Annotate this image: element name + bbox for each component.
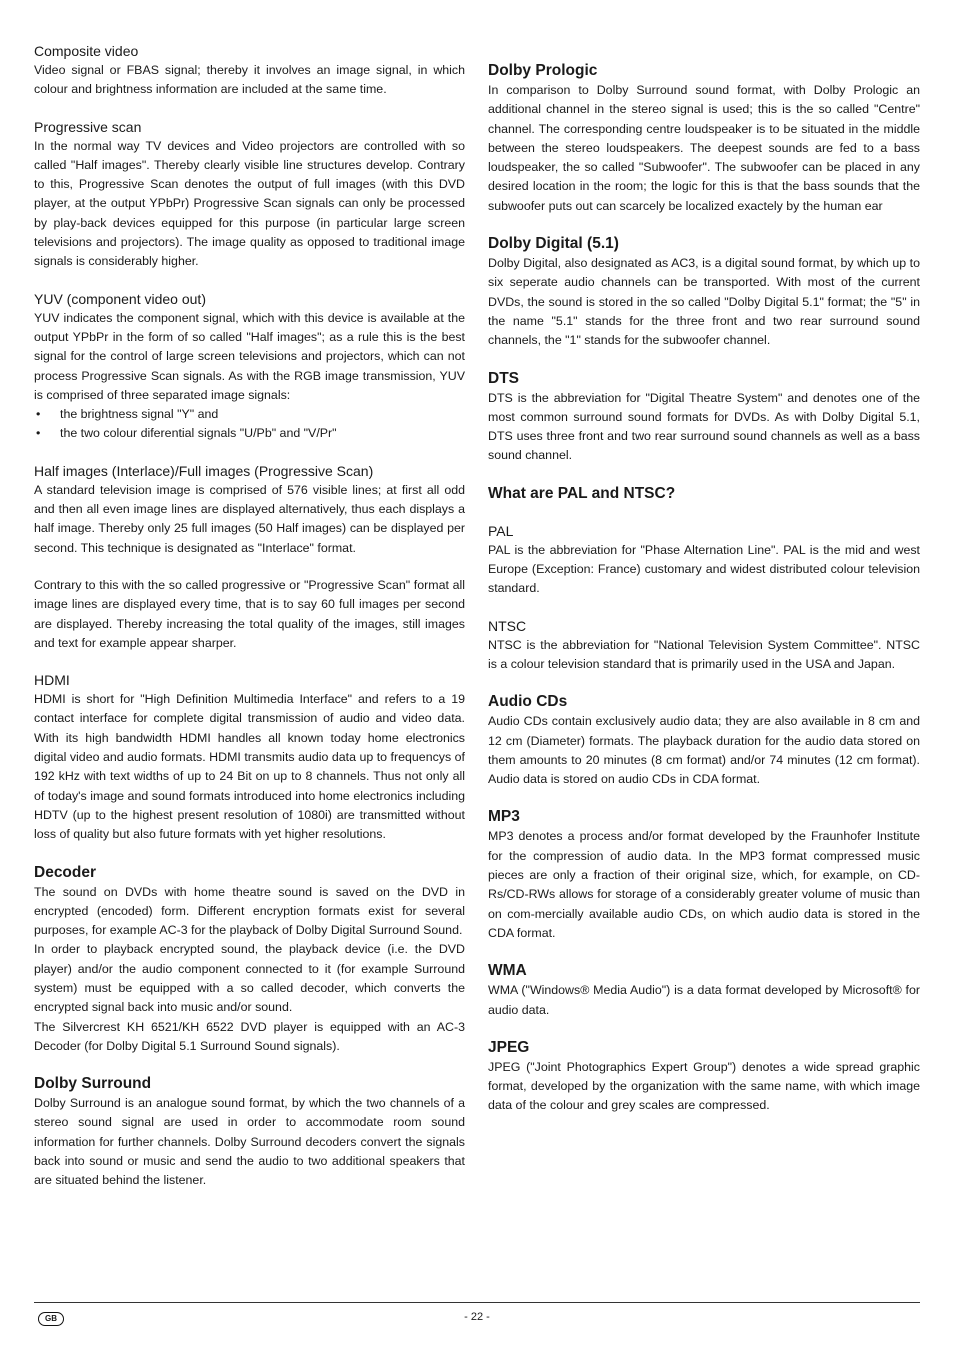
section-ntsc (488, 617, 920, 675)
section-paragraph: NTSC is the abbreviation for "National Television System Committee". NTSC is a colour television standard that is primarily used in the USA and Japan. (488, 637, 920, 671)
section-dolby-surround (34, 1074, 465, 1190)
section-heading: NTSC (488, 617, 527, 634)
section-paragraph: Video signal or FBAS signal; thereby it involves an image signal, in which colour and brightness information are included at the same time. (34, 63, 465, 97)
bullet-list (34, 405, 465, 444)
section-paragraph: The Silvercrest KH 6521/KH 6522 DVD player is equipped with an AC-3 Decoder (for Dolby Digital 5.1 Surround Sound signals). (34, 1019, 465, 1053)
section-jpeg (488, 1038, 920, 1116)
section-heading: Decoder (34, 863, 97, 881)
list-item: • the two colour diferential signals "U/Pb" and "V/Pr" (34, 424, 465, 443)
page-number: - 22 - (464, 1311, 490, 1323)
section-paragraph: The sound on DVDs with home theatre sound is saved on the DVD in encrypted (encoded) form. Different encryption formats exist for several purposes, for example AC-3 for the playback of Dolby Digital Surround Sound. (34, 884, 465, 938)
section-heading: MP3 (488, 808, 520, 826)
section-paragraph: Dolby Surround is an analogue sound format, by which the two channels of a stereo sound signal are used in order to accommodate room sound information for further channels. Dolby Surround decoders convert the signals back into sound or music and send the audio to two additional speakers that are situated behind the listener. (34, 1096, 465, 1188)
section-paragraph: Dolby Digital, also designated as AC3, is a digital sound format, by which up to six seperate audio channels can be transported. With most of the current DVDs, the sound is stored in the so called "Dolby Digital 5.1" format; the "5" in the name "5.1" stands for the three front and two rear surround sound channels, the "1" stands for the subwoofer channel. (488, 256, 920, 348)
section-heading: Audio CDs (488, 693, 568, 711)
section-hdmi (34, 671, 465, 844)
section-yuv (34, 290, 465, 444)
section-paragraph: Audio CDs contain exclusively audio data; they are also available in 8 cm and 12 cm (Diameter) formats. The playback duration for the audio data stored on them amounts to 20 minutes (8 cm format) and/or 74 minutes (12 cm format). Audio data is stored on audio CDs in CDA format. (488, 714, 920, 787)
section-heading: DTS (488, 369, 519, 387)
section-heading: JPEG (488, 1038, 530, 1056)
left-column (34, 42, 465, 1191)
section-progressive-scan (34, 118, 465, 272)
section-heading: YUV (component video out) (34, 290, 206, 307)
list-item: • the brightness signal "Y" and (34, 405, 465, 424)
section-heading: Dolby Surround (34, 1075, 152, 1093)
section-pal (488, 522, 920, 599)
section-paragraph: A standard television image is comprised of 576 visible lines; at first all odd and then all even image lines are displayed alternatively, thus each displays a half image. Thereby only 25 full images (50 Half images) can be displayed per second. This technique is designated as "Interlace" format. (34, 482, 465, 555)
section-pal-ntsc (488, 484, 920, 504)
section-paragraph: In the normal way TV devices and Video projectors are controlled with so called "Half images". Thereby clearly visible line structures develop. Contrary to this, Progressive Scan denotes the output of full images (with this DVD player, at the output YPbPr) Progressive Scan signals can only be processed by play-back devices equipped for this purpose (in particular large screen televisions and projectors). The image quality as opposed to traditional image signals is considerably higher. (34, 138, 465, 269)
section-paragraph: HDMI is short for "High Definition Multimedia Interface" and refers to a 19 contact interface for complete digital transmission of audio and video data. With its high bandwidth HDMI handles all known today home electronics digital video and audio formats. HDMI transmits audio data up to frequencys of 192 kHz with text widths of up to 24 Bit on up to 8 channels. Thus not only all of today's image and sound formats introduced into home electronics including HDTV (up to the highest present resolution of 1080i) are transmitted without loss of quality but also future formats with yet higher resolutions. (34, 692, 465, 842)
section-heading: Dolby Digital (5.1) (488, 235, 619, 253)
section-paragraph: In comparison to Dolby Surround sound format, with Dolby Prologic an additional channel in the stereo signal is used; this is the so called "Centre" channel. The corresponding centre loudspeaker is to be situated in the middle between the stereo loudspeakers. The deepest sounds are fed to a bass loudspeaker, the so called "Subwoofer". The subwoofer can be placed in any desired location in the room; the logic for this is that the bass sounds that the subwoofer puts out can scarcely be localized exactely by the human ear (488, 83, 920, 213)
section-mp3 (488, 807, 920, 943)
section-composite-video (34, 42, 465, 100)
section-paragraph: DTS is the abbreviation for "Digital Theatre System" and denotes one of the most common surround sound formats for DVDs. As with Dolby Digital 5.1, DTS uses three front and two rear surround sound channels as well as a bass sound channel. (488, 390, 920, 463)
country-badge: GB (38, 1312, 64, 1326)
section-paragraph: YUV indicates the component signal, which with this device is available at the output YPbPr in the form of so called "Half images"; as a rule this is the best signal for the control of large screen televisions and projectors, which can not process Progressive Scan signals. As with the RGB image transmission, YUV is comprised of three separated image signals: (34, 310, 465, 402)
section-paragraph: WMA ("Windows® Media Audio") is a data format developed by Microsoft® for audio data. (488, 983, 920, 1017)
section-interlace (34, 462, 465, 653)
section-decoder (34, 863, 465, 1057)
section-heading: WMA (488, 962, 527, 980)
section-audio-cds (488, 692, 920, 789)
section-dolby-digital (488, 234, 920, 350)
section-paragraph: Contrary to this with the so called progressive or "Progressive Scan" format all image lines are displayed every time, that is to say 60 full images per second are displayed. Thereby increasing the total quality of the images, still images and text for example appear sharper. (34, 577, 465, 650)
section-heading: Dolby Prologic (488, 62, 598, 79)
section-heading: Progressive scan (34, 118, 142, 135)
section-dts (488, 369, 920, 466)
section-paragraph: MP3 denotes a process and/or format developed by the Fraunhofer Institute for the compression of audio data. In the MP3 format compressed music pieces are only a fraction of their original size, which, for example, on CD-Rs/CD-RWs allows for storage of a considerably greater volume of music than on com-mercially available audio CDs, on which audio data is stored in the CDA format. (488, 829, 920, 940)
section-paragraph: In order to playback encrypted sound, the playback device (i.e. the DVD player) and/or the audio component connected to it (for example Surround system) must be equipped with a so called decoder, which converts the encrypted signal back into music and/or sound. (34, 942, 465, 1015)
section-wma (488, 961, 920, 1020)
section-heading: Composite video (34, 43, 139, 59)
section-heading: PAL (488, 522, 514, 539)
right-column (488, 61, 920, 1116)
footer-divider (34, 1302, 920, 1303)
section-dolby-prologic (488, 61, 920, 216)
section-heading: Half images (Interlace)/Full images (Progressive Scan) (34, 462, 374, 479)
section-heading: What are PAL and NTSC? (488, 484, 676, 502)
section-heading: HDMI (34, 672, 70, 689)
section-paragraph: JPEG ("Joint Photographics Expert Group") denotes a wide spread graphic format, developed by the organization with the same name, with which image data of the colour and grey scales are compressed. (488, 1059, 920, 1113)
section-paragraph: PAL is the abbreviation for "Phase Alternation Line". PAL is the mid and west Europe (Exception: France) customary and widest distributed colour television standard. (488, 542, 920, 596)
